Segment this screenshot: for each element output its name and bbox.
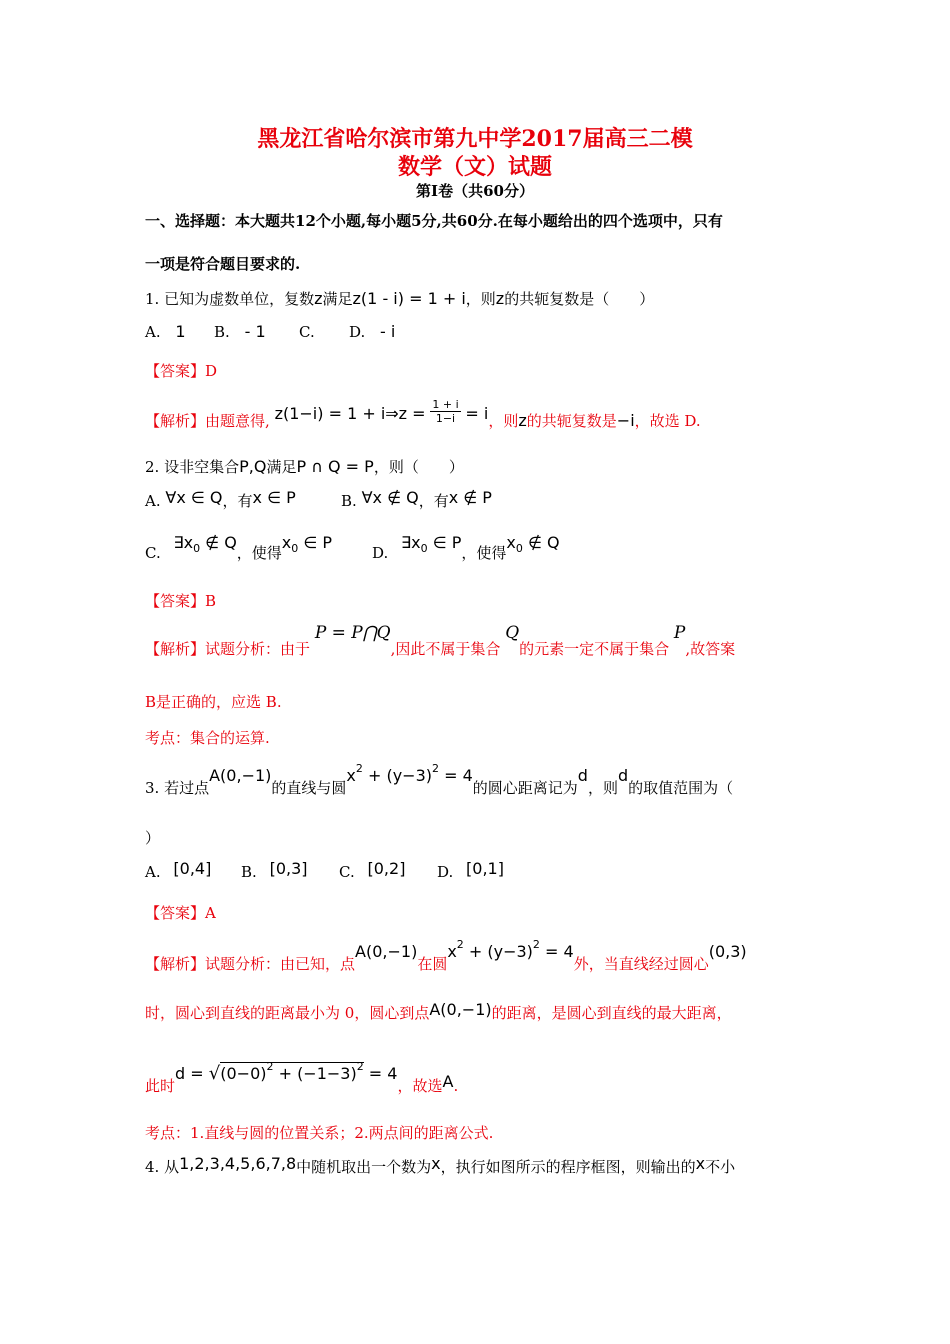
math-part: = 4 bbox=[439, 766, 473, 785]
math: ∀x ∈ Q bbox=[165, 488, 223, 507]
math: −i bbox=[616, 410, 635, 430]
q-text: 满足 bbox=[322, 290, 353, 308]
math-part: ∃x bbox=[401, 533, 421, 552]
question-1 bbox=[145, 288, 654, 309]
option-c bbox=[145, 532, 333, 562]
subscript: 0 bbox=[193, 542, 201, 555]
exp-text: ,因此不属于集合 bbox=[390, 640, 501, 658]
subscript: 0 bbox=[291, 542, 299, 555]
option-value: - i bbox=[380, 322, 396, 341]
math-part: ∃x bbox=[173, 533, 194, 552]
exp-text: ，故选 D. bbox=[634, 411, 701, 430]
superscript: 2 bbox=[432, 762, 439, 775]
option-a bbox=[145, 322, 186, 341]
math: d = bbox=[175, 1064, 209, 1083]
option-text: ，有 bbox=[222, 492, 253, 510]
option-value: [0,3] bbox=[269, 859, 308, 878]
math-part: + (−1−3) bbox=[273, 1064, 357, 1083]
math: x bbox=[431, 1154, 441, 1173]
math-part: ∉ Q bbox=[200, 533, 237, 552]
option-label: A. bbox=[145, 863, 161, 881]
explanation-label: 【解析】 bbox=[145, 955, 206, 973]
math: x bbox=[695, 1154, 706, 1173]
exp-text: 外，当直线经过圆心 bbox=[573, 955, 709, 973]
q-text: ，则（ ） bbox=[373, 458, 464, 476]
option-a bbox=[145, 490, 296, 511]
q-text: ，则 bbox=[465, 290, 496, 308]
math: P = P⋂Q bbox=[314, 623, 391, 643]
math: = i bbox=[465, 403, 489, 423]
fraction bbox=[430, 398, 460, 425]
exp-text: 在圆 bbox=[417, 955, 448, 973]
math: P,Q bbox=[239, 457, 267, 476]
q-text: 的圆心距离记为 bbox=[472, 779, 578, 797]
question-3-cont: ） bbox=[145, 829, 161, 847]
superscript: 2 bbox=[356, 1060, 364, 1073]
math: Q bbox=[505, 623, 520, 643]
q-text: ，执行如图所示的程序框图，则输出的 bbox=[440, 1158, 696, 1176]
math-part: x bbox=[346, 766, 356, 785]
math: z(1 - i) = 1 + i bbox=[352, 289, 466, 308]
option-text: ，使得 bbox=[236, 544, 282, 562]
math: d bbox=[617, 766, 629, 785]
sqrt-content bbox=[220, 1062, 363, 1083]
math-part: x bbox=[506, 533, 516, 552]
knowledge-point: 考点：集合的运算. bbox=[145, 729, 270, 747]
math: z bbox=[314, 289, 323, 308]
option-d bbox=[437, 859, 504, 881]
math bbox=[281, 533, 333, 555]
math bbox=[346, 762, 473, 785]
superscript: 2 bbox=[266, 1060, 274, 1073]
exp-text: 试题分析：由已知，点 bbox=[205, 955, 356, 973]
math: x ∉ P bbox=[448, 488, 492, 507]
math: P ∩ Q = P bbox=[296, 457, 374, 476]
subscript: 0 bbox=[515, 542, 523, 555]
answer: 【答案】D bbox=[145, 362, 218, 380]
option-b bbox=[214, 322, 266, 341]
exp-text: 由题意得, bbox=[205, 411, 270, 430]
math: z bbox=[518, 410, 527, 430]
option-label: C. bbox=[145, 544, 161, 562]
math-part: ∈ P bbox=[298, 533, 333, 552]
option-value: [0,1] bbox=[466, 859, 504, 878]
knowledge-point: 考点：1.直线与圆的位置关系；2.两点间的距离公式. bbox=[145, 1124, 494, 1142]
exp-text: ,故答案 bbox=[685, 640, 736, 658]
math: x ∈ P bbox=[252, 488, 296, 507]
exp-text: ，故选 bbox=[397, 1077, 443, 1095]
explanation-label: 【解析】 bbox=[145, 411, 206, 430]
math: ∀x ∉ Q bbox=[361, 488, 419, 507]
option-text: ，使得 bbox=[461, 544, 507, 562]
math: A(0,−1) bbox=[429, 1000, 492, 1019]
option-label: B. bbox=[241, 863, 257, 881]
math bbox=[173, 533, 237, 555]
document-subtitle: 数学（文）试题 bbox=[397, 154, 552, 180]
math: P bbox=[673, 623, 686, 643]
q-text: 的共轭复数是（ ） bbox=[504, 290, 655, 308]
question-number: 2. bbox=[145, 458, 160, 476]
math: A(0,−1) bbox=[355, 942, 418, 961]
question-2 bbox=[145, 456, 464, 477]
answer: 【答案】A bbox=[145, 904, 216, 922]
option-value: [0,4] bbox=[173, 859, 212, 878]
math: A bbox=[442, 1072, 454, 1091]
option-label: A. bbox=[145, 323, 161, 341]
exp-text: 的元素一定不属于集合 bbox=[519, 640, 670, 658]
math: d bbox=[577, 766, 588, 785]
math: z(1−i) = 1 + i⇒z = bbox=[274, 403, 426, 423]
answer: 【答案】B bbox=[145, 592, 217, 610]
math-part: x bbox=[281, 533, 292, 552]
math-part: + (y−3) bbox=[362, 766, 432, 785]
option-b bbox=[241, 859, 308, 881]
math: 1,2,3,4,5,6,7,8 bbox=[179, 1154, 297, 1173]
question-3 bbox=[145, 762, 734, 797]
exp-text: 此时 bbox=[145, 1077, 176, 1095]
q-text: 的直线与圆 bbox=[271, 779, 347, 797]
question-number: 4. bbox=[145, 1158, 160, 1176]
math: z bbox=[495, 289, 505, 308]
explanation-cont bbox=[145, 1060, 459, 1095]
q-text: 若过点 bbox=[164, 779, 210, 797]
q-text: 设非空集合 bbox=[164, 458, 240, 476]
math-part: + (y−3) bbox=[463, 942, 533, 961]
option-label: A. bbox=[145, 492, 161, 510]
superscript: 2 bbox=[355, 762, 363, 775]
question-4 bbox=[145, 1156, 735, 1177]
sqrt-icon: √ bbox=[208, 1063, 221, 1084]
subscript: 0 bbox=[420, 542, 428, 555]
math-part: ∉ Q bbox=[522, 533, 560, 552]
question-number: 3. bbox=[145, 779, 160, 797]
explanation bbox=[145, 622, 736, 658]
superscript: 2 bbox=[532, 938, 540, 951]
question-number: 1. bbox=[145, 290, 160, 308]
math bbox=[447, 938, 574, 961]
explanation bbox=[145, 938, 747, 973]
option-a bbox=[145, 859, 212, 881]
explanation bbox=[145, 398, 701, 430]
exp-text: . bbox=[453, 1077, 459, 1095]
q-text: 的取值范围为（ bbox=[628, 779, 734, 797]
option-c bbox=[299, 322, 315, 341]
option-label: D. bbox=[349, 323, 366, 341]
option-label: C. bbox=[339, 863, 355, 881]
section-heading-cont: 一项是符合题目要求的. bbox=[145, 255, 301, 273]
document-title: 黑龙江省哈尔滨市第九中学2017届高三二模 bbox=[257, 126, 693, 152]
option-b bbox=[341, 490, 492, 511]
exp-text: ，则 bbox=[488, 411, 519, 430]
math-part: = 4 bbox=[539, 942, 574, 961]
option-d bbox=[349, 322, 395, 341]
math: (0,3) bbox=[708, 942, 747, 961]
exp-text: 时，圆心到直线的距离最小为 0，圆心到点 bbox=[145, 1004, 430, 1022]
math bbox=[401, 533, 462, 555]
option-label: C. bbox=[299, 323, 315, 341]
option-label: B. bbox=[341, 492, 357, 510]
explanation-cont: B是正确的，应选 B. bbox=[145, 693, 282, 711]
explanation-label: 【解析】 bbox=[145, 640, 206, 658]
exp-text: 的距离，是圆心到直线的最大距离， bbox=[491, 1004, 732, 1022]
fraction-denominator: 1−i bbox=[435, 412, 456, 425]
option-label: D. bbox=[372, 544, 389, 562]
q-text: 已知为虚数单位，复数 bbox=[164, 290, 315, 308]
q-text: 满足 bbox=[266, 458, 297, 476]
option-c bbox=[339, 859, 406, 881]
option-value: 1 bbox=[175, 322, 186, 341]
math-part: ∈ P bbox=[427, 533, 462, 552]
q-text: 从 bbox=[164, 1158, 180, 1176]
option-value: [0,2] bbox=[367, 859, 406, 878]
math: A(0,−1) bbox=[209, 766, 272, 785]
option-d bbox=[372, 532, 560, 562]
q-text: ，则 bbox=[587, 779, 618, 797]
option-text: ，有 bbox=[418, 492, 449, 510]
math-part: (0−0) bbox=[220, 1064, 267, 1083]
option-label: B. bbox=[214, 323, 230, 341]
math bbox=[506, 533, 560, 555]
fraction-numerator: 1 + i bbox=[432, 398, 459, 411]
section-heading: 一、选择题：本大题共12个小题,每小题5分,共60分.在每小题给出的四个选项中，只有 bbox=[145, 212, 723, 230]
exp-text: 的共轭复数是 bbox=[526, 411, 617, 430]
part-heading: 第Ⅰ卷（共60分） bbox=[416, 182, 534, 200]
exp-text: 试题分析：由于 bbox=[205, 640, 311, 658]
q-text: 中随机取出一个数为 bbox=[296, 1158, 432, 1176]
option-value: - 1 bbox=[244, 322, 266, 341]
superscript: 2 bbox=[456, 938, 464, 951]
option-label: D. bbox=[437, 863, 454, 881]
explanation-cont bbox=[145, 1002, 732, 1023]
math-part: x bbox=[447, 942, 457, 961]
q-text: 不小 bbox=[705, 1158, 736, 1176]
math: = 4 bbox=[363, 1064, 398, 1083]
